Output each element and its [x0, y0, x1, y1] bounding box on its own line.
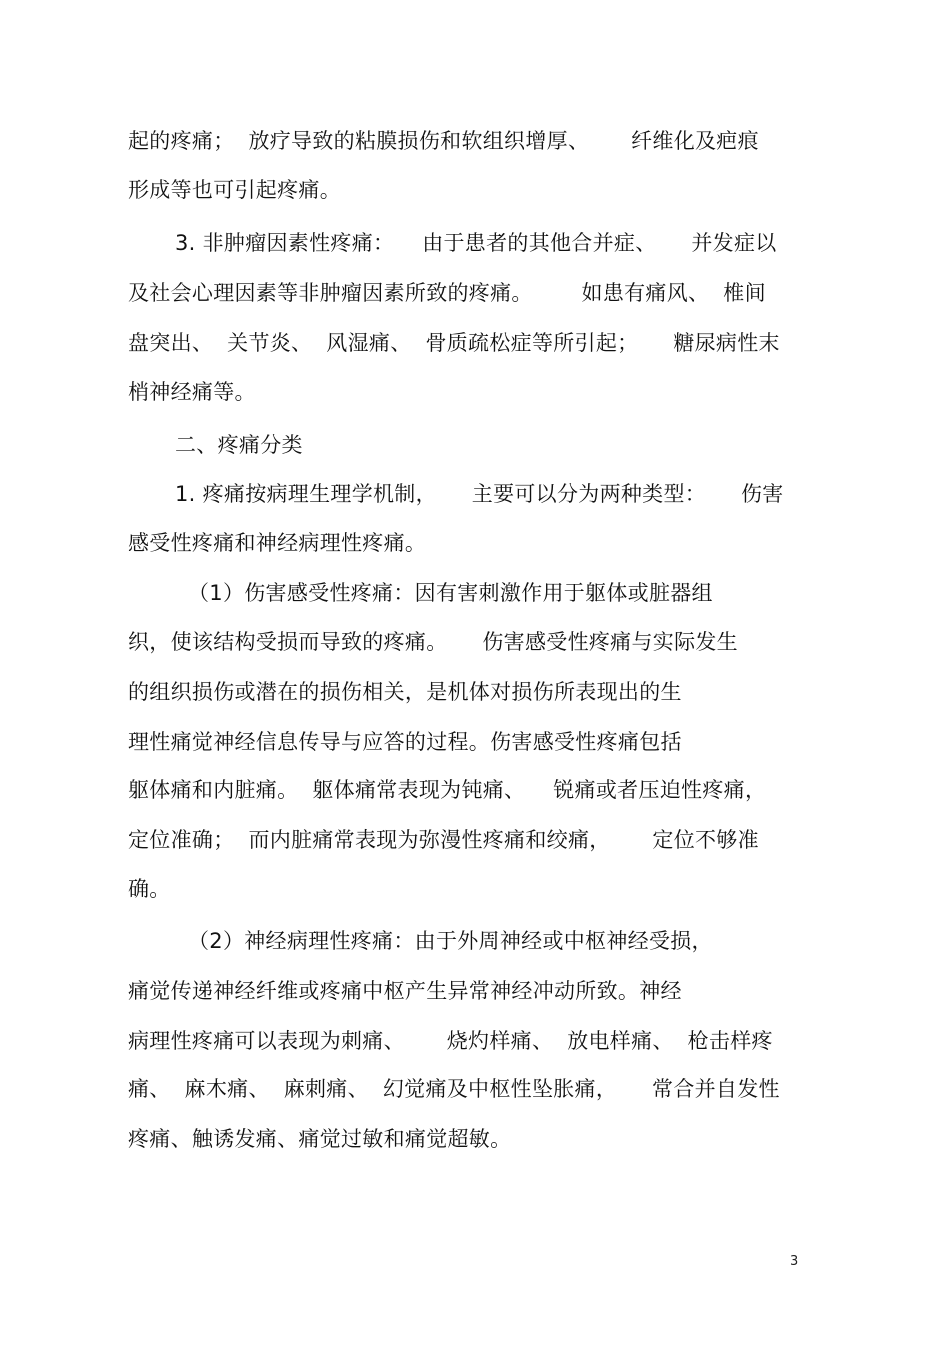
section-heading: 二、疼痛分类 — [175, 433, 303, 457]
text-line: 确。 — [128, 877, 171, 901]
text-line: 理性痛觉神经信息传导与应答的过程。伤害感受性疼痛包括 — [128, 730, 682, 754]
text-line: 盘突出、 关节炎、 风湿痛、 骨质疏松症等所引起； 糖尿病性末 — [128, 331, 780, 355]
text-line: 1. 疼痛按病理生理学机制， 主要可以分为两种类型： 伤害 — [175, 482, 784, 506]
text-line: 及社会心理因素等非肿瘤因素所致的疼痛。 如患有痛风、 椎间 — [128, 281, 766, 305]
text-line: 感受性疼痛和神经病理性疼痛。 — [128, 531, 427, 555]
page-number: 3 — [790, 1254, 799, 1269]
text-line: 痛觉传递神经纤维或疼痛中枢产生异常神经冲动所致。神经 — [128, 979, 682, 1003]
text-line: 痛、 麻木痛、 麻刺痛、 幻觉痛及中枢性坠胀痛， 常合并自发性 — [128, 1077, 780, 1101]
text-line: （1）伤害感受性疼痛：因有害刺激作用于躯体或脏器组 — [188, 581, 713, 605]
text-line: 定位准确； 而内脏痛常表现为弥漫性疼痛和绞痛， 定位不够准 — [128, 828, 759, 852]
text-line: （2）神经病理性疼痛：由于外周神经或中枢神经受损， — [188, 929, 713, 953]
text-line: 病理性疼痛可以表现为刺痛、 烧灼样痛、 放电样痛、 枪击样疼 — [128, 1029, 773, 1053]
text-line: 梢神经痛等。 — [128, 380, 256, 404]
text-line: 3. 非肿瘤因素性疼痛： 由于患者的其他合并症、 并发症以 — [175, 231, 777, 255]
text-line: 形成等也可引起疼痛。 — [128, 178, 341, 202]
text-line: 躯体痛和内脏痛。 躯体痛常表现为钝痛、 锐痛或者压迫性疼痛， — [128, 778, 767, 802]
text-line: 织，使该结构受损而导致的疼痛。 伤害感受性疼痛与实际发生 — [128, 630, 738, 654]
text-line: 疼痛、触诱发痛、痛觉过敏和痛觉超敏。 — [128, 1127, 512, 1151]
text-line: 起的疼痛； 放疗导致的粘膜损伤和软组织增厚、 纤维化及疤痕 — [128, 129, 759, 153]
text-line: 的组织损伤或潜在的损伤相关，是机体对损伤所表现出的生 — [128, 680, 682, 704]
